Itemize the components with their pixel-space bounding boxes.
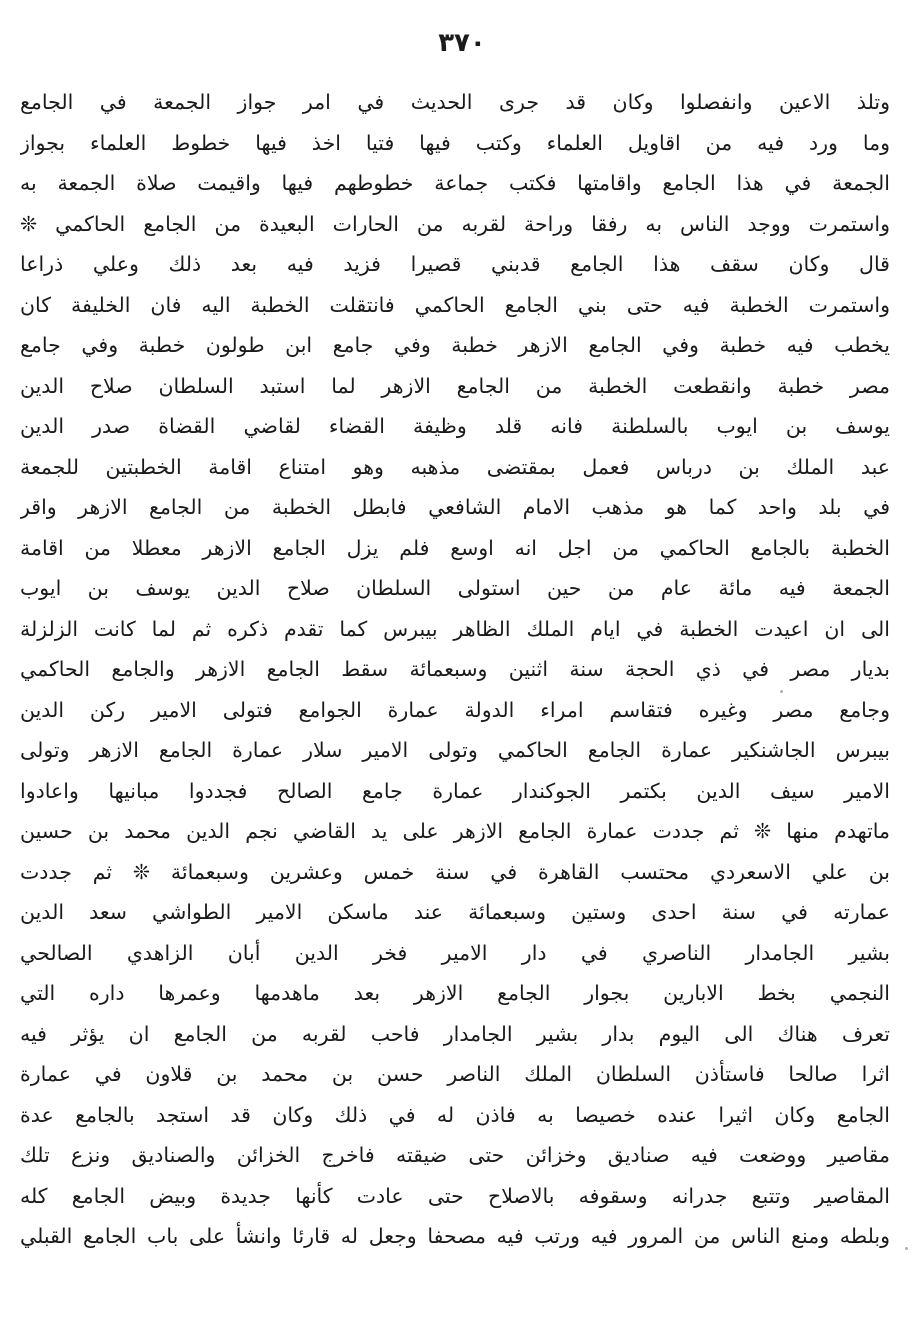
text-line: وبلطه ومنع الناس من المرور فيه ورتب فيه مصحفا وجعل له قارئا وانشأ على باب الجامع القبلي bbox=[20, 1224, 890, 1248]
margin-speck bbox=[905, 1247, 908, 1250]
text-line: الى ان اعيدت الخطبة في ايام الملك الظاهر بيبرس كما تقدم ذكره ثم لما كانت الزلزلة bbox=[20, 616, 890, 641]
margin-speck bbox=[780, 690, 783, 693]
text-line: ماتهدم منها ❊ ثم جددت عمارة الجامع الازهر على يد القاضي نجم الدين محمد بن حسين bbox=[20, 819, 890, 843]
text-line: يوسف بن ايوب بالسلطنة فانه قلد وظيفة القضاء لقاضي القضاة صدر الدين bbox=[20, 414, 890, 438]
text-line: واستمرت الخطبة فيه حتى بني الجامع الحاكمي فانتقلت الخطبة اليه فان الخليفة كان bbox=[20, 292, 890, 317]
text-line: بن علي الاسعردي محتسب القاهرة في سنة خمس وعشرين وسبعمائة ❊ ثم جددت bbox=[20, 859, 890, 884]
text-line: بديار مصر في ذي الحجة سنة اثنين وسبعمائة سقط الجامع الازهر والجامع الحاكمي bbox=[20, 657, 890, 681]
text-line: مقاصير ووضعت فيه صناديق وخزائن حتى ضيقته فاخرج الخزائن والصناديق ونزع تلك bbox=[20, 1143, 890, 1167]
text-line: وما ورد فيه من اقاويل العلماء وكتب فيها فتيا اخذ فيها خطوط العلماء بجواز bbox=[20, 130, 890, 155]
text-line: مصر خطبة وانقطعت الخطبة من الجامع الازهر لما استبد السلطان صلاح الدين bbox=[20, 373, 890, 398]
text-line: اثرا صالحا فاستأذن السلطان الملك الناصر حسن بن محمد بن قلاون في عمارة bbox=[20, 1062, 890, 1086]
text-line: عبد الملك بن درباس فعمل بمقتضى مذهبه وهو امتناع اقامة الخطبتين للجمعة bbox=[20, 454, 890, 479]
text-line: الجامع وكان اثيرا عنده خصيصا به فاذن له في ذلك وكان قد استجد بالجامع عدة bbox=[20, 1102, 890, 1127]
page-number: ٣٧٠ bbox=[438, 28, 486, 58]
text-line: عمارته في سنة احدى وستين وسبعمائة عند ماسكن الامير الطواشي سعد الدين bbox=[20, 900, 890, 924]
text-line: النجمي بخط الابارين بجوار الجامع الازهر بعد ماهدمها وعمرها داره التي bbox=[20, 981, 890, 1005]
text-line: بشير الجامدار الناصري في دار الامير فخر الدين أبان الزاهدي الصالحي bbox=[20, 940, 890, 965]
text-line: تعرف هناك الى اليوم بدار بشير الجامدار فاحب لقربه من الجامع ان يؤثر فيه bbox=[20, 1021, 890, 1046]
body-text bbox=[20, 82, 890, 1257]
text-line: قال وكان سقف هذا الجامع قدبني قصيرا فزيد فيه بعد ذلك وعلي ذراعا bbox=[20, 252, 890, 276]
text-line: المقاصير وتتبع جدرانه وسقوفه بالاصلاح حتى عادت كأنها جديدة وبيض الجامع كله bbox=[20, 1183, 890, 1208]
text-line: في بلد واحد كما هو مذهب الامام الشافعي فابطل الخطبة من الجامع الازهر واقر bbox=[20, 495, 890, 519]
text-line: واستمرت ووجد الناس به رفقا وراحة لقربه من الحارات البعيدة من الجامع الحاكمي ❊ bbox=[20, 211, 890, 236]
text-line: وجامع مصر وغيره فتقاسم امراء الدولة عمارة الجوامع فتولى الامير ركن الدين bbox=[20, 697, 890, 722]
text-line: بيبرس الجاشنكير عمارة الجامع الحاكمي وتولى الامير سلار عمارة الجامع الازهر وتولى bbox=[20, 738, 890, 762]
text-line: الجمعة في هذا الجامع واقامتها فكتب جماعة خطوطهم فيها واقيمت صلاة الجمعة به bbox=[20, 171, 890, 195]
text-line: الخطبة بالجامع الحاكمي من اجل انه اوسع فلم يزل الجامع الازهر معطلا من اقامة bbox=[20, 535, 890, 560]
text-line: الجمعة فيه مائة عام من حين استولى السلطان صلاح الدين يوسف بن ايوب bbox=[20, 576, 890, 600]
text-line: الامير سيف الدين بكتمر الجوكندار عمارة جامع الصالح فجددوا مبانيها واعادوا bbox=[20, 778, 890, 803]
text-line: وتلذ الاعين وانفصلوا وكان قد جرى الحديث في امر جواز الجمعة في الجامع bbox=[20, 90, 890, 114]
text-line: يخطب فيه خطبة وفي الجامع الازهر خطبة وفي جامع ابن طولون خطبة وفي جامع bbox=[20, 333, 890, 357]
